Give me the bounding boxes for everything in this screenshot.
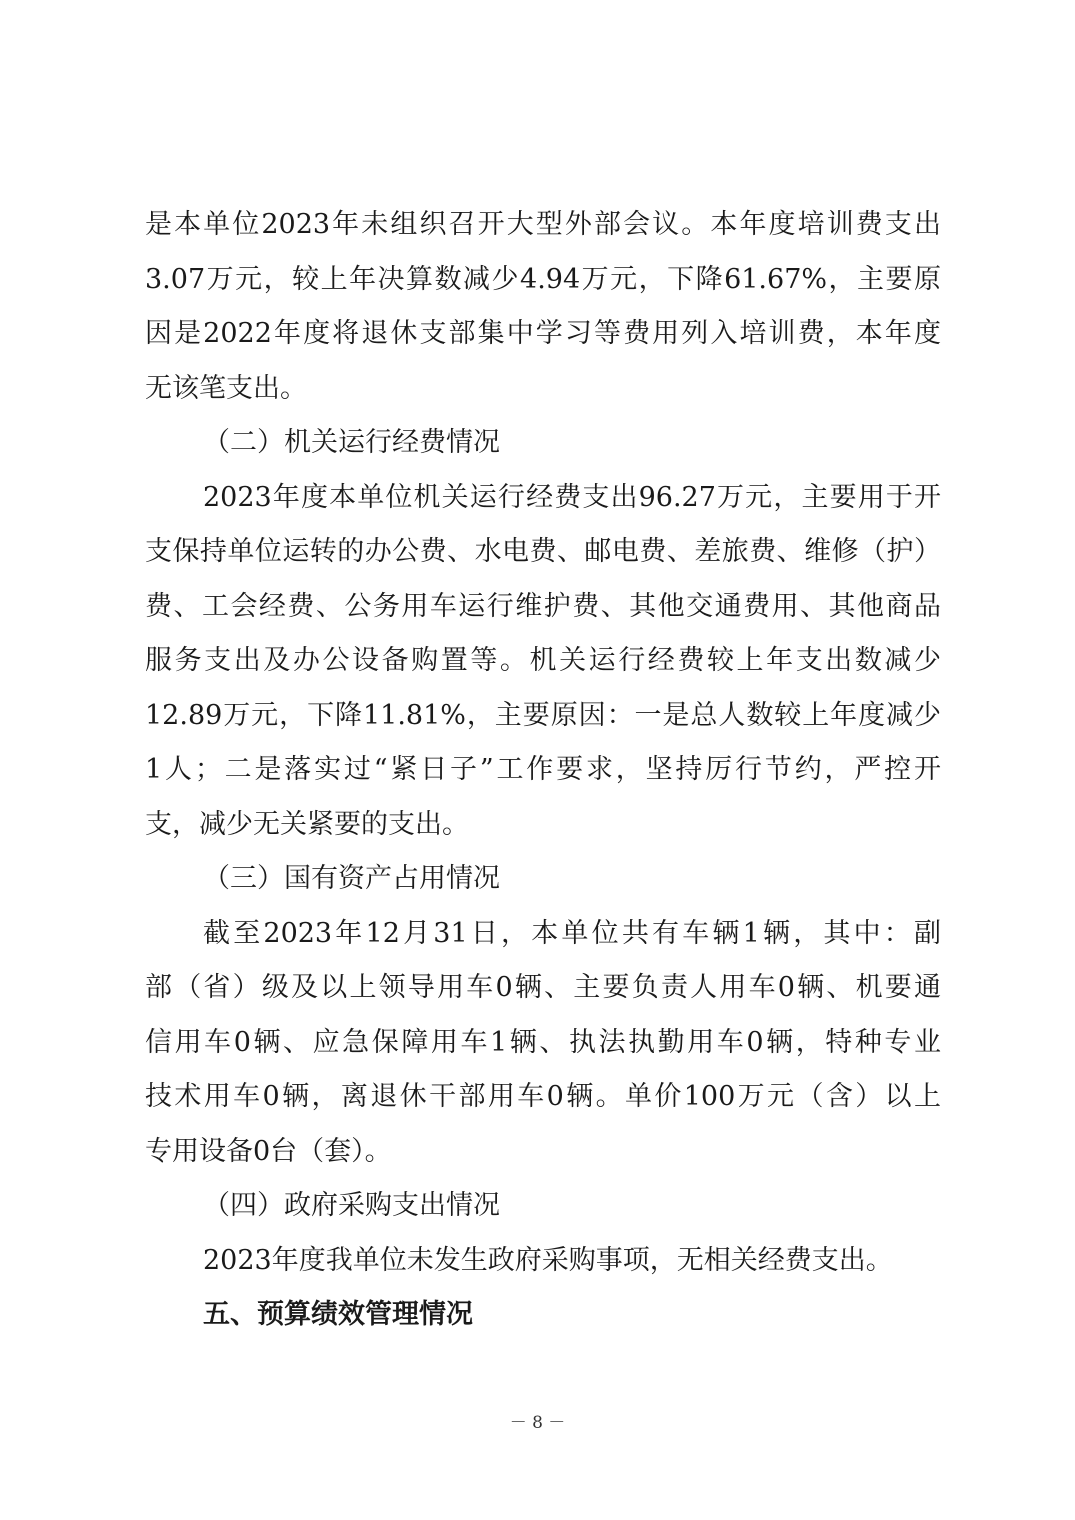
text-line: 支，减少无关紧要的支出。: [145, 808, 469, 840]
document-body: [145, 198, 941, 1343]
text-line: 专用设备0台（套）。: [145, 1135, 392, 1167]
section-heading-performance-management: 五、预算绩效管理情况: [203, 1299, 473, 1330]
section-heading-operating-funds: （二）机关运行经费情况: [203, 427, 500, 458]
text-line: 因是2022年度将退休支部集中学习等费用列入培训费，本年度: [145, 318, 941, 349]
text-line: 截至2023年12月31日，本单位共有车辆1辆，其中：副: [203, 917, 941, 949]
text-line: 2023年度我单位未发生政府采购事项，无相关经费支出。: [203, 1244, 893, 1276]
text-line: 1人；二是落实过“紧日子”工作要求，坚持厉行节约，严控开: [145, 754, 941, 785]
text-line: 技术用车0辆，离退休干部用车0辆。单价100万元（含）以上: [145, 1081, 941, 1112]
text-line: 是本单位2023年未组织召开大型外部会议。本年度培训费支出: [145, 209, 941, 240]
text-line: 费、工会经费、公务用车运行维护费、其他交通费用、其他商品: [145, 590, 941, 622]
text-line: 部（省）级及以上领导用车0辆、主要负责人用车0辆、机要通: [145, 972, 941, 1003]
page-number: － 8 －: [509, 1413, 566, 1433]
text-line: 2023年度本单位机关运行经费支出96.27万元，主要用于开: [203, 481, 941, 513]
text-line: 支保持单位运转的办公费、水电费、邮电费、差旅费、维修（护）: [145, 536, 941, 567]
text-line: 服务支出及办公设备购置等。机关运行经费较上年支出数减少: [145, 645, 941, 676]
text-line: 信用车0辆、应急保障用车1辆、执法执勤用车0辆，特种专业: [145, 1026, 941, 1058]
section-heading-state-assets: （三）国有资产占用情况: [203, 863, 500, 894]
text-line: 12.89万元，下降11.81%，主要原因：一是总人数较上年度减少: [145, 699, 941, 731]
text-line: 无该笔支出。: [145, 372, 307, 404]
text-line: 3.07万元，较上年决算数减少4.94万元，下降61.67%，主要原: [145, 263, 941, 295]
section-heading-procurement: （四）政府采购支出情况: [203, 1190, 500, 1221]
